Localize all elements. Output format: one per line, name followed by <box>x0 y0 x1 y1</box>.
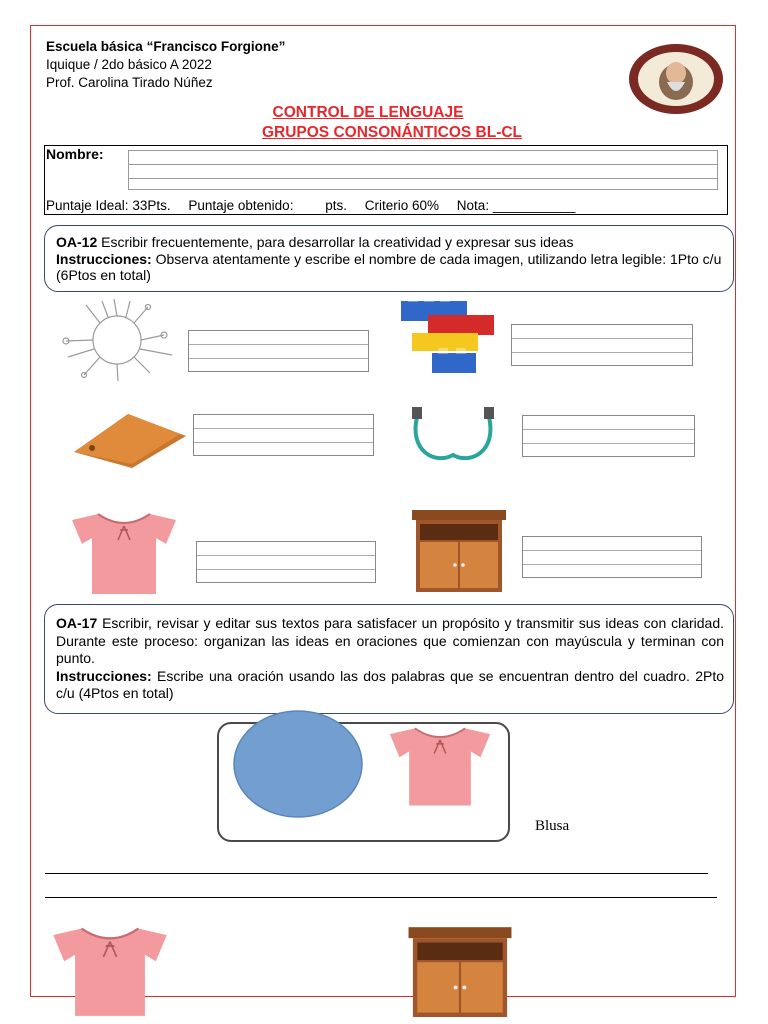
oa17-code: OA-17 <box>56 615 98 631</box>
example-word: Blusa <box>535 818 570 834</box>
name-label: Nombre: <box>46 146 104 162</box>
blue-circle-shape <box>232 710 364 818</box>
oa12-box <box>44 225 734 292</box>
course-label: Iquique / 2do básico A 2022 <box>46 57 212 72</box>
oa17-instructions-label: Instrucciones: <box>56 667 152 684</box>
answer-lines-5[interactable] <box>196 541 376 583</box>
cabinet-icon <box>404 925 516 1017</box>
school-header <box>46 38 285 92</box>
oa17-box <box>44 604 734 714</box>
oa12-code: OA-12 <box>56 234 98 250</box>
score-ideal: Puntaje Ideal: 33Pts. <box>46 198 171 213</box>
blouse-icon <box>386 722 494 808</box>
answer-lines-3[interactable] <box>193 414 374 456</box>
cable-icon <box>405 403 501 469</box>
criterion: Criterio 60% <box>364 198 440 213</box>
exam-subtitle: GRUPOS CONSONÁNTICOS BL-CL <box>261 124 523 141</box>
oa12-objective: Escribir frecuentemente, para desarrollar la creatividad y expresar sus ideas <box>97 234 574 250</box>
answer-lines-6[interactable] <box>522 536 702 578</box>
sentence-line-1[interactable] <box>45 873 708 874</box>
answer-lines-1[interactable] <box>188 330 369 372</box>
name-field[interactable] <box>128 150 718 190</box>
oa17-objective: Escribir, revisar y editar sus textos para satisfacer un propósito y transmitir sus ideas con claridad. Durante este proceso: organizan las ideas en oraciones que comienzan con mayúscula y terminan con punto. <box>56 615 724 666</box>
sentence-line-2[interactable] <box>45 897 717 898</box>
cutting-board-icon <box>70 408 190 470</box>
score-pts: pts. <box>325 198 347 213</box>
blouse-icon <box>68 508 180 596</box>
blouse-icon <box>48 922 172 1018</box>
exam-title: CONTROL DE LENGUAJE <box>272 104 464 121</box>
splash-icon <box>54 295 180 385</box>
oa17-instructions: Escribe una oración usando las dos palabras que se encuentran dentro del cuadro. 2Pto c/u (4Ptos en total) <box>56 667 724 701</box>
school-name: Escuela básica “Francisco Forgione” <box>46 39 286 54</box>
teacher-name: Prof. Carolina Tirado Núñez <box>46 75 213 90</box>
score-row <box>46 198 589 213</box>
cabinet-icon <box>410 508 508 592</box>
oa12-instructions-label: Instrucciones: <box>56 250 152 267</box>
score-obtained: Puntaje obtenido: <box>188 198 294 213</box>
oa12-instructions: Observa atentamente y escribe el nombre de cada imagen, utilizando letra legible: 1Pto c/u (6Ptos en total) <box>56 250 722 283</box>
answer-lines-2[interactable] <box>511 324 693 366</box>
answer-lines-4[interactable] <box>522 415 695 457</box>
blocks-icon <box>398 293 498 381</box>
grade-field[interactable]: Nota: ___________ <box>456 198 576 213</box>
